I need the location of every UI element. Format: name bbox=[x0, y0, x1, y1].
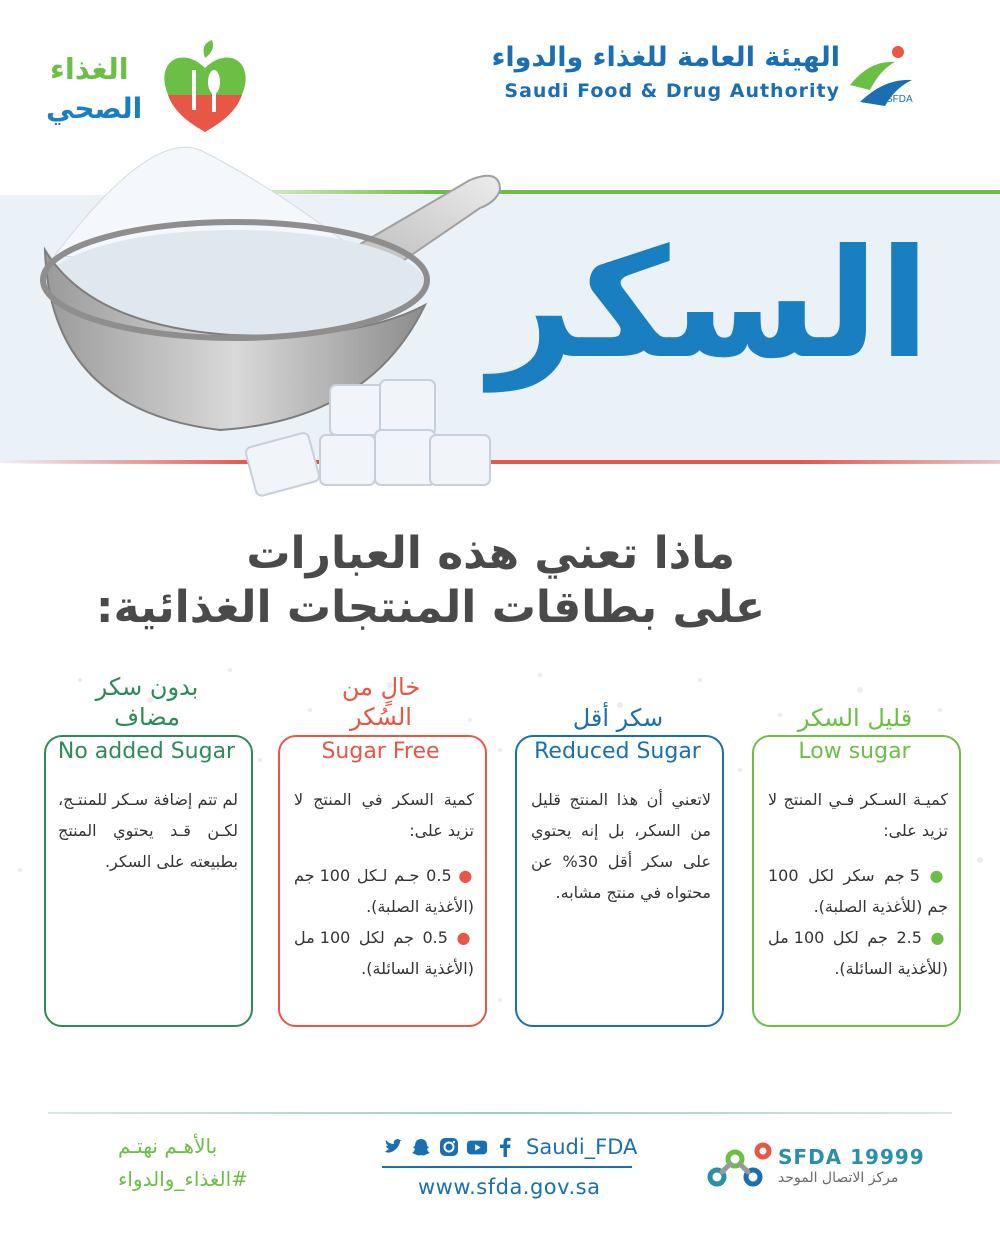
card-sugar-free-body bbox=[294, 784, 474, 984]
card-sugar-free-title-en: Sugar Free bbox=[321, 739, 440, 764]
sugar-bowl-illustration bbox=[30, 140, 510, 500]
healthy-food-logo bbox=[40, 40, 240, 130]
sfda-emblem-icon bbox=[840, 40, 920, 110]
card-low-sugar-bullet: ● 2.5 جم لكل 100 مل (للأغذية السائلة). bbox=[768, 928, 948, 978]
card-low-sugar-bullet: ● 5 جم سكر لكل 100 جم (للأغذية الصلبة). bbox=[768, 866, 948, 916]
healthy-food-line2: الصحي bbox=[46, 92, 143, 125]
card-no-added-sugar bbox=[44, 735, 253, 1027]
sfda-logo bbox=[491, 40, 960, 110]
facebook-icon[interactable] bbox=[494, 1136, 516, 1158]
svg-text:SFDA: SFDA bbox=[886, 94, 913, 105]
card-reduced-sugar-title-ar: سكر أقل bbox=[572, 704, 664, 732]
social-underline bbox=[382, 1166, 632, 1168]
youtube-icon[interactable] bbox=[466, 1136, 488, 1158]
subtitle-line1: ماذا تعني هذه العبارات bbox=[246, 528, 735, 579]
subtitle-line2: على بطاقات المنتجات الغذائية: bbox=[95, 582, 765, 633]
card-sugar-free-title-ar: خالٍ من السُكر bbox=[341, 673, 421, 731]
call-center-logo-icon bbox=[705, 1137, 775, 1197]
card-reduced-sugar-body: لاتعني أن هذا المنتج قليل من السكر، بل إنه يحتوي على سكر أقل 30% عن محتواه في منتج مشابه. bbox=[531, 790, 712, 902]
card-no-added-sugar-body: لم تتم إضافة سـكر للمنتـج، لكـن قـد يحتوي المنتج بطبيعته على السكر. bbox=[58, 790, 238, 871]
card-sugar-free-intro: كمية السكر في المنتج لا تزيد على: bbox=[294, 790, 474, 840]
website-link[interactable]: www.sfda.gov.sa bbox=[418, 1175, 601, 1199]
card-sugar-free-bullet: ● 0.5 جم لكل 100 مل (الأغذية السائلة). bbox=[294, 928, 474, 978]
call-center-label: مركز الاتصال الموحد bbox=[778, 1170, 899, 1186]
footer-hashtag[interactable]: #الغذاء_والدواء bbox=[118, 1167, 248, 1191]
card-no-added-sugar-title-ar: بدون سكر مضاف bbox=[95, 673, 199, 731]
card-low-sugar-title-en: Low sugar bbox=[798, 739, 911, 764]
sfda-name-en: Saudi Food & Drug Authority bbox=[504, 80, 840, 102]
bullet-icon: ● bbox=[929, 866, 948, 885]
healthy-food-line1: الغذاء bbox=[50, 52, 129, 86]
bullet-icon: ● bbox=[930, 928, 948, 947]
footer-divider bbox=[48, 1112, 952, 1114]
card-sugar-free-bullet: ● 0.5 جـم لـكل 100 جم (الأغذية الصلبة). bbox=[294, 866, 474, 916]
card-low-sugar-body bbox=[768, 784, 948, 984]
instagram-icon[interactable] bbox=[438, 1136, 460, 1158]
apple-heart-icon bbox=[160, 40, 250, 135]
card-low-sugar-intro: كميـة السـكر فـي المنتج لا تزيد على: bbox=[768, 790, 948, 840]
social-links bbox=[382, 1133, 637, 1161]
bullet-icon: ● bbox=[458, 866, 474, 885]
twitter-icon[interactable] bbox=[382, 1136, 404, 1158]
social-handle[interactable]: Saudi_FDA bbox=[526, 1135, 638, 1159]
call-center-number[interactable]: SFDA 19999 bbox=[778, 1145, 925, 1169]
card-reduced-sugar-title-en: Reduced Sugar bbox=[534, 739, 701, 764]
snapchat-icon[interactable] bbox=[410, 1136, 432, 1158]
bullet-icon: ● bbox=[456, 928, 474, 947]
card-low-sugar-title-ar: قليل السكر bbox=[797, 704, 913, 732]
sfda-name-ar: الهيئة العامة للغذاء والدواء bbox=[491, 42, 840, 73]
hero-title: السكر bbox=[489, 218, 930, 392]
card-no-added-sugar-title-en: No added Sugar bbox=[57, 739, 236, 764]
footer-slogan: بالأهـم نهتـم bbox=[118, 1134, 218, 1158]
